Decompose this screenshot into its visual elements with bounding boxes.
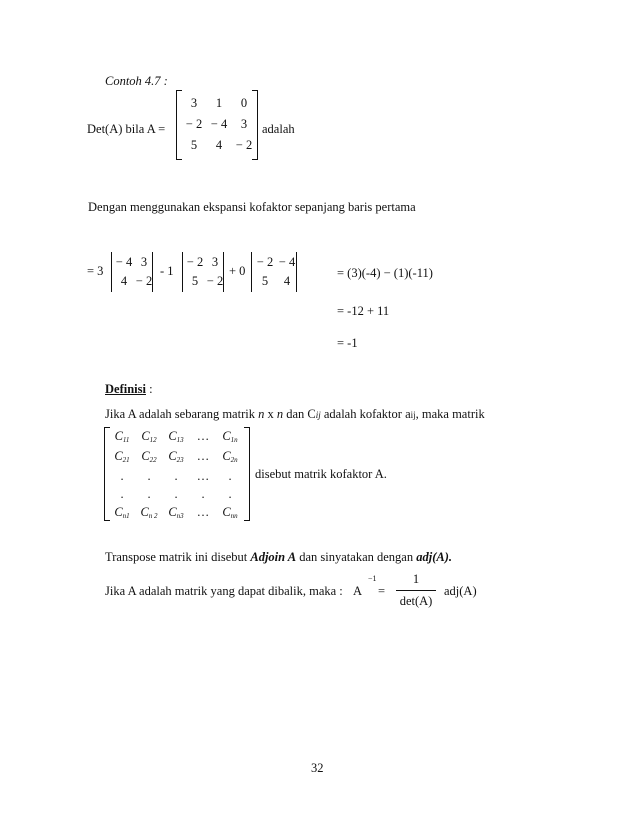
cofactor-cell: . — [228, 487, 232, 501]
cofactor-cell: $C_{n3}$ — [168, 505, 184, 520]
matrix-cell: − 2 — [186, 255, 204, 269]
minor-2 — [182, 252, 224, 292]
matrix-cell: 3 — [240, 117, 248, 131]
cofactor-cell: . — [201, 487, 205, 501]
inverse-text: Jika A adalah matrik yang dapat dibalik, maka : — [105, 584, 343, 598]
matrix-cell: − 4 — [115, 255, 133, 269]
det-suffix: adalah — [262, 122, 295, 136]
cofactor-cell: $C_{12}$ — [141, 429, 157, 444]
transpose-sentence: Transpose matrik ini disebut Adjoin A dan sinyatakan dengan adj(A). — [105, 550, 452, 564]
matrix-cell: − 2 — [235, 138, 253, 152]
matrix-cell: 4 — [215, 138, 223, 152]
cofactor-cell: $C_{1n}$ — [222, 429, 238, 444]
cofactor-cell: $C_{n 2}$ — [140, 505, 158, 520]
matrix-cell: − 2 — [185, 117, 203, 131]
inverse-equals: = — [378, 584, 386, 598]
matrix-cell: 4 — [283, 274, 291, 288]
cofactor-cell: . — [174, 469, 178, 483]
matrix-cell: 5 — [261, 274, 269, 288]
page-number: 32 — [311, 761, 324, 775]
det-prefix: Det(A) bila A = — [87, 122, 166, 136]
inverse-denominator: det(A) — [399, 594, 433, 608]
matrix-cell: 1 — [215, 96, 223, 110]
expansion-text: Dengan menggunakan ekspansi kofaktor sepanjang baris pertama — [88, 200, 416, 214]
op-1: - 1 — [160, 264, 174, 278]
matrix-cell: − 2 — [135, 274, 153, 288]
matrix-cell: − 4 — [210, 117, 228, 131]
cofactor-cell: … — [196, 505, 210, 519]
matrix-cell: 3 — [190, 96, 198, 110]
cofactor-cell: $C_{21}$ — [114, 449, 130, 464]
cofactor-cell: $C_{2n}$ — [222, 449, 238, 464]
matrix-cell: − 4 — [278, 255, 296, 269]
matrix-cell: − 2 — [256, 255, 274, 269]
cofactor-cell: . — [147, 487, 151, 501]
example-label: Contoh 4.7 : — [105, 74, 168, 88]
minor-1 — [111, 252, 153, 292]
cofactor-cell: $C_{22}$ — [141, 449, 157, 464]
matrix-cell: − 2 — [206, 274, 224, 288]
inverse-lhs: A — [353, 584, 363, 598]
matrix-cell: 3 — [140, 255, 148, 269]
definition-heading: Definisi : — [105, 382, 153, 396]
result-line-1: = (3)(-4) − (1)(-11) — [337, 266, 433, 280]
matrix-cell: 3 — [211, 255, 219, 269]
minor-3 — [251, 252, 297, 292]
matrix-caption: disebut matrik kofaktor A. — [255, 467, 387, 481]
inverse-exponent: −1 — [368, 574, 377, 583]
cofactor-cell: . — [120, 487, 124, 501]
cofactor-cell: . — [147, 469, 151, 483]
cofactor-cell: . — [228, 469, 232, 483]
inverse-rhs: adj(A) — [444, 584, 477, 598]
matrix-cell: 5 — [190, 138, 198, 152]
result-line-3: = -1 — [337, 336, 358, 350]
cofactor-cell: . — [120, 469, 124, 483]
cofactor-cell: . — [174, 487, 178, 501]
matrix-cell: 4 — [120, 274, 128, 288]
cofactor-matrix — [104, 427, 250, 521]
definition-sentence: Jika A adalah sebarang matrik n x n dan Cij adalah kofaktor aij, maka matrik — [105, 407, 485, 421]
cofactor-cell: $C_{11}$ — [114, 429, 130, 444]
cofactor-cell: … — [196, 429, 210, 443]
matrix-cell: 5 — [191, 274, 199, 288]
matrix-a — [176, 90, 258, 160]
cofactor-cell: $C_{23}$ — [168, 449, 184, 464]
fraction-bar — [396, 590, 436, 591]
result-line-2: = -12 + 11 — [337, 304, 390, 318]
inverse-numerator: 1 — [412, 572, 420, 586]
cofactor-cell: $C_{n1}$ — [114, 505, 130, 520]
expansion-lead: = 3 — [87, 264, 104, 278]
op-2: + 0 — [229, 264, 246, 278]
cofactor-cell: $C_{nn}$ — [222, 505, 238, 520]
matrix-cell: 0 — [240, 96, 248, 110]
cofactor-cell: … — [196, 469, 210, 483]
cofactor-cell: … — [196, 449, 210, 463]
cofactor-cell: $C_{13}$ — [168, 429, 184, 444]
